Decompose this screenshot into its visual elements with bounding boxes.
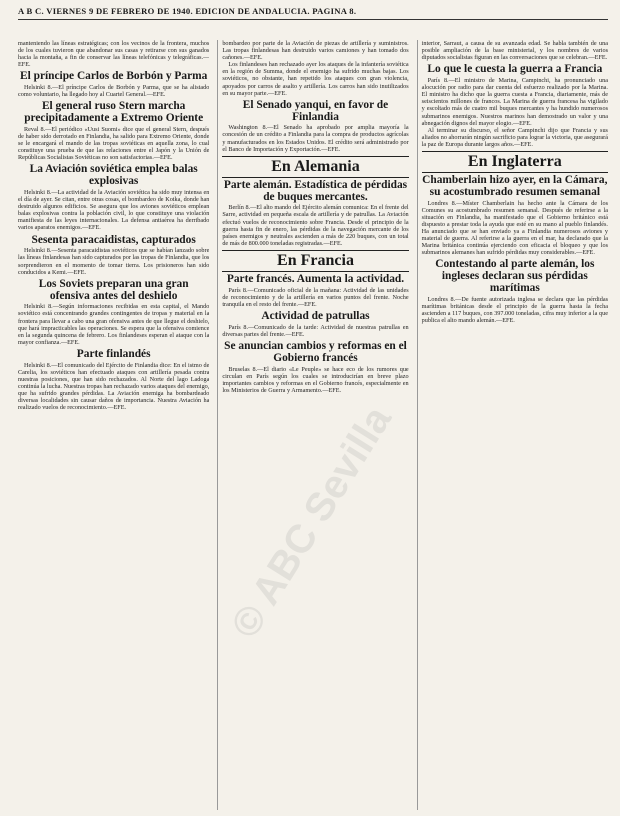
article-parte-frances bbox=[222, 274, 408, 308]
article-headline: Parte alemán. Estadística de pérdidas de buques mercantes. bbox=[223, 178, 408, 203]
article-body: Reval 8.—El periódico «Uusi Suomi» dice que el general Stern, después de haber sido derrotado en Finlandia, ha salido para Extremo Oriente, donde se le encargará el mando de las tropas soviéticas en aquella zona, lo cual constituye una prueba de que las relaciones entre el Japón y la Unión de Repúblicas Socialistas Soviéticas no son satisfactorias.—EFE. bbox=[18, 125, 210, 162]
article-headline: Lo que le cuesta la guerra a Francia bbox=[427, 63, 603, 76]
article-body: Berlín 8.—El alto mando del Ejército alemán comunica: En el frente del Sarre, actividad en pequeña escala de artillería y de patrullas. La Aviación efectuó vuelos de reconocimiento sobre Francia. Desde el principio de la guerra hasta fin de enero, las pérdidas de la navegación mercante de los países enemigos y neutrales ascienden a más de 220 buques, con un total de más de 800.000 toneladas registradas.—EFE. bbox=[222, 204, 409, 247]
article-headline: Parte finlandés bbox=[76, 347, 151, 360]
article-parte-aleman bbox=[222, 180, 408, 247]
article-body: interior, Sarraut, a causa de su avanzada edad. Se habla también de una posible ampliación de la base ministerial, y los nombres de varios diputados socialistas figuran en las conversaciones que se celebran.—EFE. bbox=[421, 40, 608, 62]
article-body: Bruselas 8.—El diario «Le Peuple» se hace eco de los rumores que circulan en París según los cuales se introducirían en breve plazo importantes cambios y reformas en el Gobierno francés, especialmente en los Ministerios de Guerra y Armamento.—EFE. bbox=[222, 365, 409, 394]
article-headline: Contestando al parte alemán, los ingleses declaran sus pérdidas marítimas bbox=[435, 258, 595, 294]
article-headline: La Aviación soviética emplea balas explosivas bbox=[29, 163, 198, 188]
article-gran-ofensiva bbox=[18, 279, 209, 346]
article-headline: El Senado yanqui, en favor de Finlandia bbox=[242, 98, 389, 123]
article-lead bbox=[422, 40, 608, 61]
article-headline: Actividad de patrullas bbox=[261, 309, 370, 322]
article-headline: Se anuncian cambios y reformas en el Gobierno francés bbox=[224, 339, 407, 364]
section-header-alemania: En Alemania bbox=[222, 156, 408, 178]
article-columns bbox=[18, 40, 608, 810]
article-body: Londres 8.—De fuente autorizada inglesa se declara que las pérdidas marítimas británicas desde el principio de la guerra hasta la fecha ascienden a 117 buques, con 397.000 toneladas, cifra muy inferior a la que publica el alto mando alemán.—EFE. bbox=[421, 295, 608, 325]
article-aviacion-sovietica bbox=[18, 164, 209, 231]
article-coste-guerra bbox=[422, 64, 608, 148]
article-body: Helsinki 8.—El príncipe Carlos de Borbón y Parma, que se ha alistado como voluntario, ha llegado hoy al Cuartel General.—EFE. bbox=[18, 84, 210, 99]
section-header-inglaterra: En Inglaterra bbox=[422, 151, 608, 173]
article-body: Helsinki 8.—Sesenta paracaidistas soviéticos que se habían lanzado sobre las líneas finlandesas han sido capturados por las tropas de Finlandia, que los sorprendieron en el momento de tomar tierra. Los prisioneros han sido conducidos a Kemi.—EFE. bbox=[18, 247, 210, 276]
article-headline: El general ruso Stern marcha precipitadamente a Extremo Oriente bbox=[24, 100, 204, 125]
column-1 bbox=[18, 40, 209, 810]
article-gobierno-frances bbox=[222, 341, 408, 394]
article-headline: El príncipe Carlos de Borbón y Parma bbox=[20, 70, 208, 83]
article-parte-finlandes bbox=[18, 349, 209, 411]
article-body: París 8.—Comunicado oficial de la mañana: Actividad de las unidades de reconocimiento y de la artillería en varios puntos del frente. Noche tranquila en el resto del frente.—EFE. bbox=[222, 286, 409, 308]
article-actividad-patrullas bbox=[222, 311, 408, 338]
article-lead bbox=[18, 40, 209, 68]
article-headline: Los Soviets preparan una gran ofensiva antes del deshielo bbox=[38, 277, 189, 302]
running-head: A B C. VIERNES 9 DE FEBRERO DE 1940. EDICION DE ANDALUCIA. PAGINA 8. bbox=[18, 6, 608, 20]
article-headline: Sesenta paracaidistas, capturados bbox=[31, 233, 196, 246]
column-3 bbox=[417, 40, 608, 810]
article-paracaidistas bbox=[18, 235, 209, 276]
article-body: Al terminar su discurso, el señor Campinchi dijo que Francia y sus aliados no ahorrarán ningún sacrificio para lograr la victoria, que asegurará la paz de Europa durante largos años.—EFE. bbox=[421, 126, 608, 148]
article-body: Helsinki 8.—El comunicado del Ejército de Finlandia dice: En el istmo de Carelia, los soviéticos han efectuado ataques con artillería pesada contra nuestras posiciones, que han sido rechazados. Al Norte del lago Ladoga continúa la lucha. Nuestras tropas han rechazado varios ataques del enemigo, que ha sufrido grandes pérdidas. La Aviación enemiga ha bombardeado diversas localidades sin causar daños de importancia. Nuestra Aviación ha realizado vuelos de reconocimiento.—EFE. bbox=[18, 361, 210, 412]
article-body: Los finlandeses han rechazado ayer los ataques de la infantería soviética en la región de Summa, donde el enemigo ha sufrido muchas bajas. Los soviéticos, no obstante, han repetido los ataques con gran violencia, apoyados por carros de asalto y artillería. Los carros han sido inutilizados en su mayor parte.—EFE. bbox=[222, 61, 409, 97]
article-chamberlain bbox=[422, 175, 608, 256]
article-senado-yanqui bbox=[222, 100, 408, 153]
article-body: Helsinki 8.—La actividad de la Aviación soviética ha sido muy intensa en el día de ayer. Se citan, entre otras cosas, el bombardeo de Kotka, donde han destruido algunos edificios. Se asegura que los aviones soviéticos emplean balas explosivas contra la población civil, lo que constituye una violación manifiesta de las leyes internacionales. La defensa antiaérea ha derribado varios aparatos enemigos.—EFE. bbox=[18, 189, 210, 232]
column-2 bbox=[217, 40, 408, 810]
article-lead bbox=[222, 40, 408, 97]
section-header-francia: En Francia bbox=[222, 250, 408, 272]
article-body: Helsinki 8.—Según informaciones recibidas en esta capital, el Mando soviético está concentrando grandes contingentes de tropas y material en la frontera para llevar a cabo una gran ofensiva antes de que llegue el deshielo, que hará impracticables las operaciones. Se espera que la ofensiva comience en la segunda quincena de febrero. Los finlandeses esperan el ataque con la mayor confianza.—EFE. bbox=[18, 303, 210, 346]
article-body: bombardeo por parte de la Aviación de piezas de artillería y suministros. Las tropas finlandesas han destruido varios camiones y han tomado dos cañones.—EFE. bbox=[222, 40, 409, 62]
archive-watermark: © ABC Sevilla bbox=[222, 398, 400, 646]
article-body: Washington 8.—El Senado ha aprobado por amplia mayoría la concesión de un crédito a Finlandia para la compra de productos agrícolas y manufacturados en los Estados Unidos. El crédito será administrado por el Banco de Importación y Exportación.—EFE. bbox=[222, 124, 409, 153]
article-body: París 8.—El ministro de Marina, Campinchi, ha pronunciado una alocución por radio para dar cuenta del esfuerzo realizado por la Marina. El ministro ha dicho que la guerra cuesta a Francia, diariamente, más de seiscientos millones de francos. La Marina de guerra francesa ha vigilado y escoltado más de cuatro mil buques mercantes y ha hundido numerosos submarinos enemigos. Nuestros marinos han demostrado un valor y una abnegación dignos del mayor elogio.—EFE. bbox=[421, 77, 608, 127]
article-perdidas-maritimas bbox=[422, 259, 608, 324]
article-headline: Chamberlain hizo ayer, en la Cámara, su acostumbrado resumen semanal bbox=[422, 174, 608, 198]
article-headline: Parte francés. Aumenta la actividad. bbox=[226, 272, 405, 285]
article-body: París 8.—Comunicado de la tarde: Actividad de nuestras patrullas en diversas partes del frente.—EFE. bbox=[222, 323, 409, 338]
article-general-stern bbox=[18, 101, 209, 161]
article-body: Londres 8.—Míster Chamberlain ha hecho ante la Cámara de los Comunes su acostumbrado resumen semanal. Después de referirse a la situación en Finlandia, ha manifestado que el Gobierno británico está dispuesto a prestar toda la ayuda que esté en su mano al pueblo finlandés. Ha anunciado que se han enviado ya a Finlandia numerosos aviones y material de guerra. Al referirse a la guerra en el mar, ha declarado que la Marina británica continúa ejerciendo con eficacia el bloqueo y que los submarinos alemanes han sufrido pérdidas muy considerables.—EFE. bbox=[421, 199, 608, 257]
article-body: manteniendo las líneas estratégicas; con los vecinos de la frontera, muchos de los cuales tuvieron que abandonar sus casas y retirarse con sus ganados hacia la montaña, a fin de conservar las líneas telefónicas y telegráficas.—EFE. bbox=[18, 40, 210, 69]
article-principe-carlos bbox=[18, 71, 209, 98]
